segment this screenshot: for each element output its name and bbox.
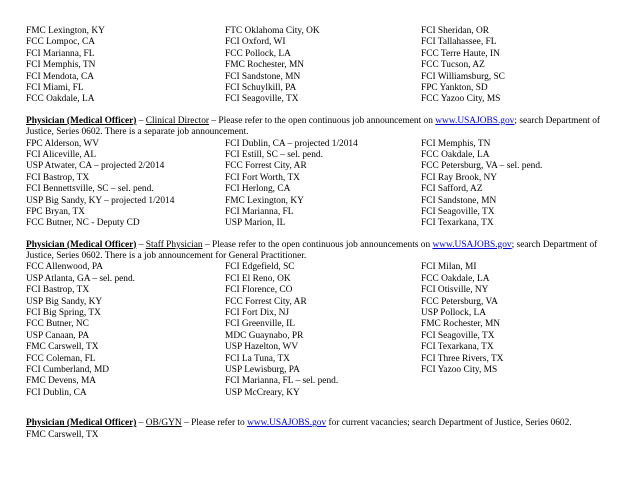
facility-name: USP Hazelton, WV — [225, 342, 299, 353]
top-facility-list — [26, 26, 626, 106]
facility-name: FCC Coleman, FL — [26, 353, 96, 364]
facility-row — [26, 196, 626, 207]
facility-name: FMC Lexington, KY — [26, 26, 105, 36]
section-ob-gyn — [26, 418, 626, 441]
facility-name: FCC Petersburg, VA – sel. pend. — [421, 161, 543, 172]
facility-name: FCI Dublin, CA — [26, 387, 87, 398]
document-page — [26, 26, 626, 441]
facility-name: FCI Tallahassee, FL — [421, 37, 497, 48]
facility-row — [26, 37, 626, 48]
heading-text: – Please refer to the open continuous job announcements on — [202, 239, 433, 250]
heading-dash: – — [136, 239, 146, 250]
facility-name: FCI Sandstone, MN — [421, 195, 497, 206]
facility-name: FCI Otisville, NY — [421, 285, 489, 296]
facility-name: FCC Butner, NC - Deputy CD — [26, 218, 140, 229]
facility-row — [26, 354, 626, 365]
facility-name: USP McCreary, KY — [225, 387, 300, 398]
facility-row — [26, 150, 626, 161]
facility-name: FCC Forrest City, AR — [225, 161, 307, 172]
facility-name: USP Pollock, LA — [421, 308, 487, 319]
facility-name: FCC Allenwood, PA — [26, 262, 104, 273]
spacer — [26, 399, 626, 418]
heading-subtitle: Staff Physician — [145, 239, 203, 250]
facility-name: FCI Seagoville, TX — [421, 330, 495, 341]
facility-row — [26, 388, 626, 399]
facility-name: FCI Mendota, CA — [26, 71, 94, 82]
facility-list — [26, 139, 626, 230]
facility-name: FCI Marianna, FL — [26, 48, 95, 59]
facility-name: FCI Bastrop, TX — [26, 172, 90, 183]
facility-row — [26, 376, 626, 387]
heading-dash: – — [136, 418, 146, 429]
heading-text: – Please refer to the open continuous job announcement on — [209, 115, 436, 126]
facility-name: FCC Butner, NC — [26, 319, 89, 330]
facility-name: FMC Carswell, TX — [26, 429, 99, 440]
facility-name: FCI Marianna, FL – sel. pend. — [225, 376, 339, 387]
facility-row — [26, 207, 626, 218]
facility-name: FCC Oakdale, LA — [26, 94, 95, 105]
facility-name: FCI Yazoo City, MS — [421, 365, 498, 375]
facility-name: FCI Fort Worth, TX — [225, 172, 300, 183]
facility-name: USP Atwater, CA – projected 2/2014 — [26, 161, 165, 172]
facility-row — [26, 319, 626, 330]
facility-name: USP Marion, IL — [225, 218, 286, 229]
spacer — [26, 230, 626, 240]
heading-subtitle: Clinical Director — [145, 115, 210, 126]
facility-name: FCI Memphis, TN — [26, 60, 96, 71]
facility-name: FCI Milan, MI — [421, 262, 477, 273]
facility-name: FCI Texarkana, TX — [421, 342, 494, 353]
facility-name: FCC Petersburg, VA — [421, 296, 498, 307]
facility-name: FCI Memphis, TN — [421, 138, 491, 149]
facility-name: FPC Bryan, TX — [26, 206, 85, 217]
facility-name: FCI Bastrop, TX — [26, 285, 90, 296]
facility-name: FCI Edgefield, SC — [225, 262, 295, 273]
facility-name: FCI Williamsburg, SC — [421, 71, 505, 82]
facility-name: FTC Oklahoma City, OK — [225, 26, 320, 36]
heading-title: Physician (Medical Officer) — [26, 418, 137, 429]
facility-name: FCI Three Rivers, TX — [421, 353, 504, 364]
facility-name: FCI Greenville, IL — [225, 319, 296, 330]
facility-row — [26, 173, 626, 184]
facility-name: FPC Yankton, SD — [421, 82, 488, 93]
facility-name: FCI Big Spring, TX — [26, 308, 101, 319]
facility-name: FCI Herlong, CA — [225, 184, 291, 195]
facility-row — [26, 308, 626, 319]
facility-row — [26, 161, 626, 172]
facility-name: USP Atlanta, GA – sel. pend. — [26, 273, 136, 284]
facility-name: FCI Oxford, WI — [225, 37, 286, 48]
facility-name: FCI Dublin, CA – projected 1/2014 — [225, 138, 358, 149]
facility-row — [26, 184, 626, 195]
facility-list — [26, 262, 626, 399]
facility-row — [26, 94, 626, 105]
facility-list — [26, 430, 626, 441]
facility-name: USP Lewisburg, PA — [225, 365, 300, 375]
heading-text-after: ; search Department of Justice, Series 0602. There is a separate job announcement. — [26, 115, 601, 138]
facility-row — [26, 342, 626, 353]
facility-row — [26, 60, 626, 71]
facility-name — [421, 376, 626, 387]
facility-name: FPC Alderson, WV — [26, 138, 100, 149]
facility-name: USP Big Sandy, KY — [26, 296, 103, 307]
facility-name: FCC Yazoo City, MS — [421, 94, 501, 105]
facility-name: FCI Schuylkill, PA — [225, 82, 297, 93]
facility-row — [26, 139, 626, 150]
facility-name — [225, 430, 421, 441]
facility-row — [26, 331, 626, 342]
facility-name: FCC Forrest City, AR — [225, 296, 307, 307]
facility-name: FCI Safford, AZ — [421, 184, 483, 195]
usajobs-link[interactable]: www.USAJOBS.gov — [435, 115, 515, 126]
facility-name: FCI Fort Dix, NJ — [225, 308, 290, 319]
section-staff-physician — [26, 240, 626, 400]
facility-name: FCI Ray Brook, NY — [421, 172, 498, 183]
facility-name: FMC Rochester, MN — [421, 319, 501, 330]
facility-name — [421, 430, 626, 441]
heading-title: Physician (Medical Officer) — [26, 115, 137, 126]
facility-name: FCI Seagoville, TX — [225, 94, 299, 105]
facility-name: FCC Terre Haute, IN — [421, 48, 500, 59]
section-heading — [26, 418, 626, 429]
facility-row — [26, 285, 626, 296]
usajobs-link[interactable]: www.USAJOBS.gov — [432, 239, 512, 250]
facility-row — [26, 26, 626, 37]
facility-row — [26, 274, 626, 285]
facility-name: FCI Texarkana, TX — [421, 218, 494, 229]
heading-title: Physician (Medical Officer) — [26, 239, 137, 250]
facility-name: USP Canaan, PA — [26, 330, 90, 341]
facility-name: FCC Pollock, LA — [225, 48, 291, 59]
facility-row — [26, 430, 626, 441]
facility-name: FCC Oakdale, LA — [421, 149, 490, 160]
facility-row — [26, 83, 626, 94]
spacer — [26, 106, 626, 116]
heading-subtitle: OB/GYN — [145, 418, 182, 429]
facility-name: FCI Seagoville, TX — [421, 206, 495, 217]
facility-row — [26, 218, 626, 229]
facility-row — [26, 262, 626, 273]
facility-name: FCC Lompoc, CA — [26, 37, 96, 48]
heading-text-after: ; search Department of Justice, Series 0602. There is a job announcement for General Practitioner. — [26, 239, 598, 262]
facility-row — [26, 297, 626, 308]
facility-name: FCC Oakdale, LA — [421, 273, 490, 284]
facility-name: FCI Aliceville, AL — [26, 149, 97, 160]
heading-dash: – — [136, 115, 146, 126]
facility-row — [26, 49, 626, 60]
facility-name: FCI Florence, CO — [225, 285, 293, 296]
facility-name — [421, 388, 626, 399]
facility-name: FCI Sheridan, OR — [421, 26, 489, 36]
facility-name: FMC Carswell, TX — [26, 342, 99, 353]
facility-name: MDC Guaynabo, PR — [225, 330, 304, 341]
facility-name: USP Big Sandy, KY – projected 1/2014 — [26, 195, 175, 206]
facility-name: FCI Cumberland, MD — [26, 365, 110, 375]
facility-name: FCI Sandstone, MN — [225, 71, 301, 82]
facility-name: FCI Miami, FL — [26, 82, 84, 93]
heading-text-after: for current vacancies; search Department of Justice, Series 0602. — [326, 418, 572, 429]
facility-name: FCI La Tuna, TX — [225, 353, 290, 364]
facility-row — [26, 72, 626, 83]
facility-name: FCI Estill, SC – sel. pend. — [225, 149, 323, 160]
facility-name: FCI Bennettsville, SC – sel. pend. — [26, 184, 154, 195]
facility-name: FMC Rochester, MN — [225, 60, 305, 71]
section-heading — [26, 240, 626, 263]
facility-name: FCC Tucson, AZ — [421, 60, 485, 71]
facility-row — [26, 365, 626, 376]
usajobs-link[interactable]: www.USAJOBS.gov — [247, 418, 327, 429]
facility-name: FCI Marianna, FL — [225, 206, 294, 217]
section-clinical-director — [26, 116, 626, 230]
section-heading — [26, 116, 626, 139]
facility-name: FCI El Reno, OK — [225, 273, 291, 284]
facility-name: FMC Lexington, KY — [225, 195, 304, 206]
facility-name: FMC Devens, MA — [26, 376, 97, 387]
heading-text: – Please refer to — [181, 418, 248, 429]
